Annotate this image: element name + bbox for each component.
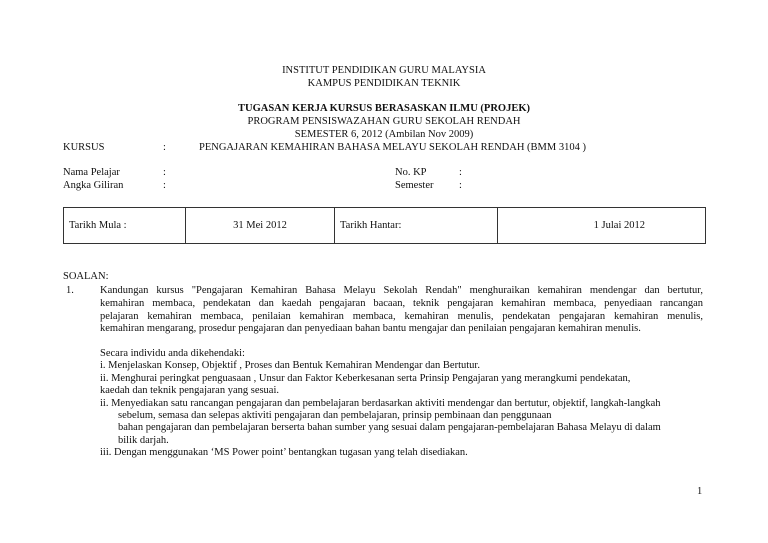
task-item-continuation: bilik darjah.: [118, 435, 169, 446]
soalan-heading: SOALAN:: [63, 271, 109, 282]
dates-row: [64, 208, 706, 244]
task-item-continuation: sebelum, semasa dan selepas aktiviti pengajaran dan pembelajaran, prinsip pembinaan dan penggunaan: [118, 410, 552, 421]
question-line-1: Kandungan kursus "Pengajaran Kemahiran Bahasa Melayu Sekolah Rendah" menghuraikan kemahiran mendengar dan bertutur,: [100, 285, 703, 296]
task-item: ii. Menghurai peringkat penguasaan , Unsur dan Faktor Keberkesanan serta Prinsip Pengajaran yang merangkumi pendekatan,: [100, 373, 631, 384]
program-name: PROGRAM PENSISWAZAHAN GURU SEKOLAH RENDAH: [247, 116, 521, 127]
semester-info: SEMESTER 6, 2012 (Ambilan Nov 2009): [294, 129, 474, 140]
task-item: iii. Dengan menggunakan ‘MS Power point’ bentangkan tugasan yang telah disediakan.: [100, 447, 468, 458]
instruction-text: Secara individu anda dikehendaki:: [100, 348, 245, 359]
kursus-label: KURSUS: [63, 142, 105, 153]
tarikh-hantar-label: Tarikh Hantar:: [335, 208, 498, 244]
question-line-2: kemahiran membaca, pendekatan dan kaedah pengajaran bacaan, teknik pengajaran kemahiran membaca, penyediaan rancangan: [100, 298, 703, 309]
dates-table: [63, 207, 706, 244]
task-item-continuation: bahan pengajaran dan pembelajaran berserta bahan sumber yang sesuai dalam pengajaran-pembelajaran Bahasa Melayu di dalam: [118, 422, 661, 433]
tarikh-mula-value: 31 Mei 2012: [186, 208, 335, 244]
kursus-value: PENGAJARAN KEMAHIRAN BAHASA MELAYU SEKOLAH RENDAH (BMM 3104 ): [199, 142, 586, 153]
question-number: 1.: [66, 285, 74, 296]
question-line-4: kemahiran mengarang, prosedur pengajaran dan penyediaan bahan bantu mengajar dan penilaian pengajaran kemahiran menulis.: [100, 323, 641, 334]
task-item: i. Menjelaskan Konsep, Objektif , Proses dan Bentuk Kemahiran Mendengar dan Bertutur.: [100, 360, 480, 371]
page-number: 1: [697, 486, 703, 497]
angka-giliran-colon: :: [163, 180, 166, 191]
kursus-colon: :: [163, 142, 166, 153]
nama-pelajar-colon: :: [163, 167, 166, 178]
task-item-continuation: kaedah dan teknik pengajaran yang sesuai.: [100, 385, 280, 396]
semester-colon: :: [459, 180, 462, 191]
tarikh-mula-label: Tarikh Mula :: [64, 208, 186, 244]
assignment-title: TUGASAN KERJA KURSUS BERASASKAN ILMU (PROJEK): [238, 103, 530, 114]
campus-name: KAMPUS PENDIDIKAN TEKNIK: [307, 78, 461, 89]
nama-pelajar-label: Nama Pelajar: [63, 167, 120, 178]
semester-label: Semester: [395, 180, 434, 191]
task-item: ii. Menyediakan satu rancangan pengajaran dan pembelajaran berdasarkan aktiviti mendengar dan bertutur, objektif, langkah-langkah: [100, 398, 661, 409]
institute-name: INSTITUT PENDIDIKAN GURU MALAYSIA: [282, 65, 486, 76]
no-kp-label: No. KP: [395, 167, 427, 178]
tarikh-hantar-value: 1 Julai 2012: [498, 208, 706, 244]
question-line-3: pelajaran kemahiran membaca, penilaian kemahiran membaca, kemahiran menulis, pendekatan pengajaran kemahiran menulis,: [100, 311, 703, 322]
no-kp-colon: :: [459, 167, 462, 178]
angka-giliran-label: Angka Giliran: [63, 180, 124, 191]
